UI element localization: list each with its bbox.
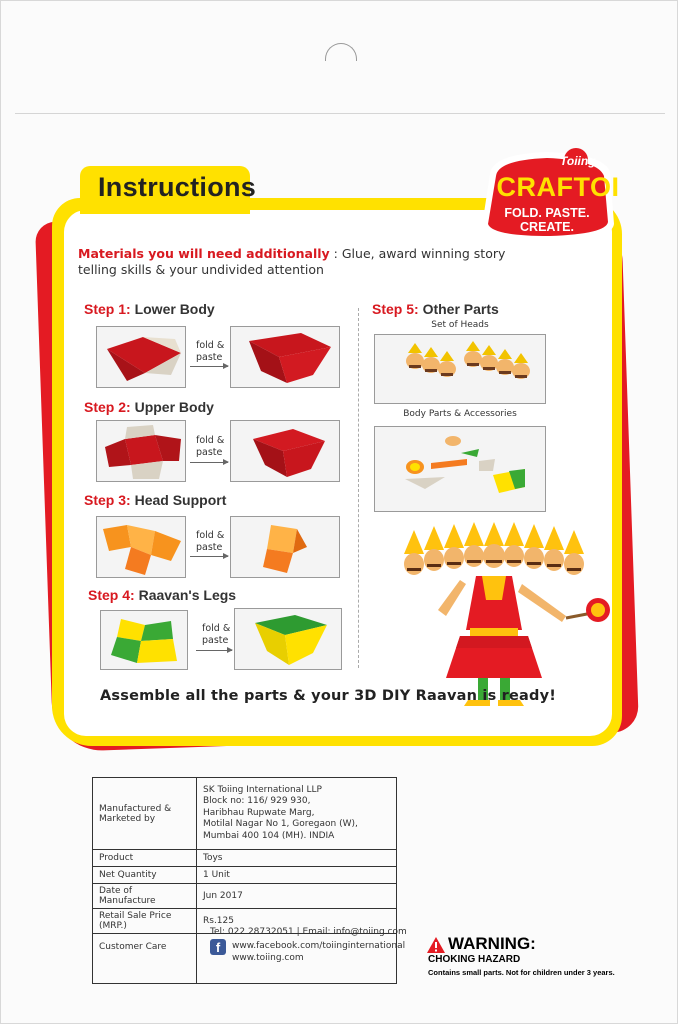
hang-hole: [325, 43, 357, 61]
seal-line: [15, 113, 665, 114]
table-row: [93, 850, 397, 867]
step-2-folded-graphic: [231, 421, 340, 482]
logo-name: CRAFTOI: [496, 172, 620, 202]
row-label-product: Product: [93, 850, 197, 867]
step-5-title: Other Parts: [418, 301, 499, 317]
step-2-flat-graphic: [97, 421, 186, 482]
logo-tagline: FOLD. PASTE. CREATE.: [504, 206, 590, 234]
materials-lead: Materials you will need additionally: [78, 246, 330, 261]
row-label-manufacturer: Manufactured & Marketed by: [93, 778, 197, 850]
step-3-folded-image: [230, 516, 340, 578]
row-value-quantity: 1 Unit: [197, 867, 397, 884]
step-4-flat-graphic: [101, 611, 188, 670]
facebook-icon: f: [210, 939, 226, 955]
step-4-folded-graphic: [235, 609, 342, 670]
step-1-flat-graphic: [97, 327, 186, 388]
row-value-mrp: Rs.125: [197, 909, 397, 934]
warning-title: WARNING:: [448, 934, 536, 953]
step-3-action: fold & paste: [196, 530, 225, 553]
step-4-title: Raavan's Legs: [134, 587, 237, 603]
table-row: [93, 778, 397, 850]
step-4-action: fold & paste: [202, 623, 231, 646]
step-4-number: Step 4:: [88, 587, 135, 603]
heads-caption: Set of Heads: [431, 320, 489, 330]
materials-body: : Glue, award winning story telling skills & your undivided attention: [78, 246, 506, 277]
warning-subtitle: CHOKING HAZARD: [428, 954, 521, 965]
website-link[interactable]: www.toiing.com: [232, 953, 304, 963]
raavan-figure-illustration: [386, 520, 616, 710]
heads-graphic: [375, 335, 546, 404]
logo-brand: Toiing: [560, 154, 596, 168]
step-3-flat-graphic: [97, 517, 186, 578]
step-1-flat-image: [96, 326, 186, 388]
step-3-folded-graphic: [231, 517, 340, 578]
customer-care-contact: Tel: 022 28732051 | Email: info@toiing.com: [210, 927, 407, 937]
step-3-flat-image: [96, 516, 186, 578]
row-label-mrp: Retail Sale Price (MRP.): [93, 909, 197, 934]
body-parts-image: [374, 426, 546, 512]
step-4-folded-image: [234, 608, 342, 670]
step-3-number: Step 3:: [84, 492, 131, 508]
step-4-heading: [88, 587, 236, 603]
warning-triangle-icon: [426, 936, 446, 954]
assemble-message: Assemble all the parts & your 3D DIY Raavan is ready!: [100, 688, 557, 704]
step-2-title: Upper Body: [130, 399, 214, 415]
step-2-folded-image: [230, 420, 340, 482]
row-label-manufacture-date: Date of Manufacture: [93, 884, 197, 909]
body-parts-caption: Body Parts & Accessories: [403, 409, 517, 419]
materials-text: [78, 246, 508, 278]
column-divider: [358, 308, 359, 668]
step-2-number: Step 2:: [84, 399, 131, 415]
step-4-flat-image: [100, 610, 188, 670]
step-2-arrow: [190, 462, 228, 463]
step-3-arrow: [190, 556, 228, 557]
step-4-arrow: [196, 650, 232, 651]
step-1-heading: [84, 301, 215, 317]
step-1-arrow: [190, 366, 228, 367]
row-value-product: Toys: [197, 850, 397, 867]
step-3-title: Head Support: [130, 492, 227, 508]
step-1-title: Lower Body: [130, 301, 215, 317]
row-value-manufacture-date: Jun 2017: [197, 884, 397, 909]
step-2-action: fold & paste: [196, 435, 225, 458]
row-label-quantity: Net Quantity: [93, 867, 197, 884]
step-2-heading: [84, 399, 214, 415]
facebook-link[interactable]: www.facebook.com/toiinginternational: [232, 941, 406, 951]
row-value-manufacturer: SK Toiing International LLP Block no: 116/ 929 930, Haribhau Rupwate Marg, Motilal Nagar No 1, Goregaon (W), Mumbai 400 104 (MH). INDIA: [197, 778, 397, 850]
step-1-folded-image: [230, 326, 340, 388]
step-1-action: fold & paste: [196, 340, 225, 363]
step-1-folded-graphic: [231, 327, 340, 388]
step-2-flat-image: [96, 420, 186, 482]
row-label-customer-care: Customer Care: [93, 934, 197, 984]
body-parts-graphic: [375, 427, 546, 512]
table-row: [93, 867, 397, 884]
step-1-number: Step 1:: [84, 301, 131, 317]
step-3-heading: [84, 492, 226, 508]
page-title: Instructions: [98, 172, 257, 202]
warning-text: Contains small parts. Not for children under 3 years.: [428, 968, 615, 977]
step-5-number: Step 5:: [372, 301, 419, 317]
step-5-heading: [372, 301, 499, 317]
heads-image: [374, 334, 546, 404]
table-row: [93, 884, 397, 909]
